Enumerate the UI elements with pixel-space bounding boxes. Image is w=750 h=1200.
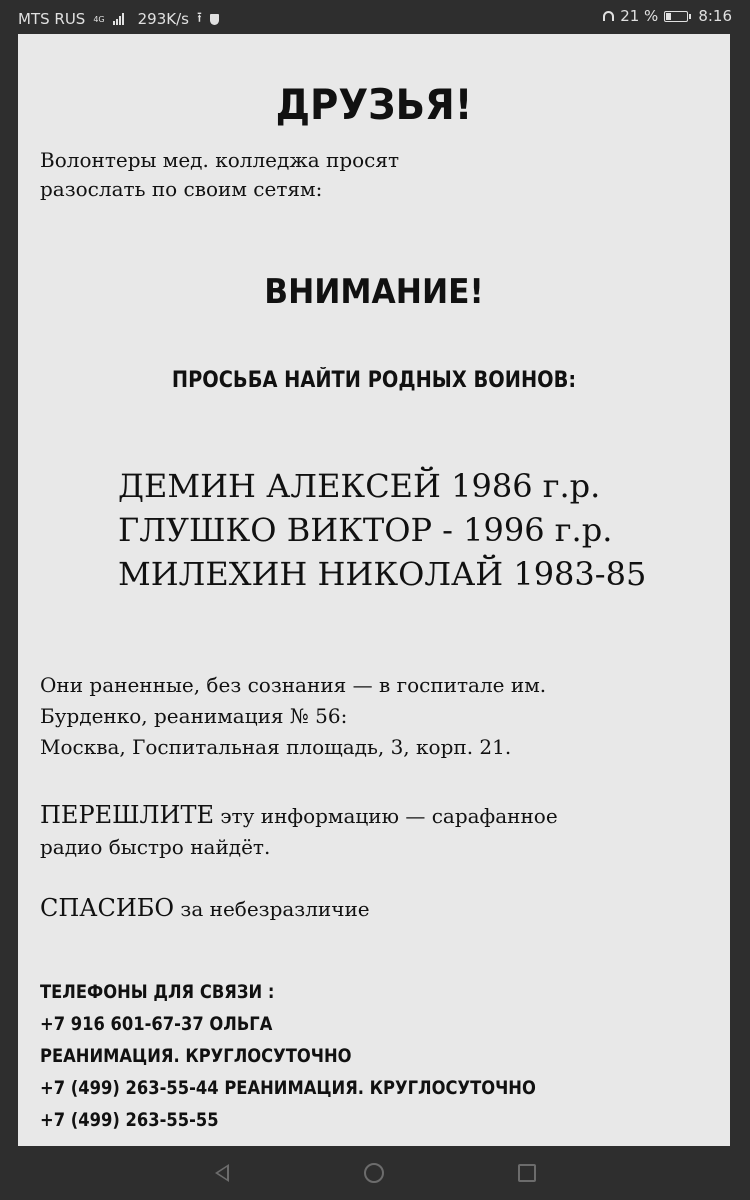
thanks-caps: СПАСИБО <box>40 894 175 922</box>
contact-line: ТЕЛЕФОНЫ ДЛЯ СВЯЗИ : <box>40 981 275 1003</box>
info-line: Москва, Госпитальная площадь, 3, корп. 21. <box>40 735 512 759</box>
contact-line: +7 916 601-67-37 ОЛЬГА <box>40 1013 273 1035</box>
hospital-info <box>40 670 546 763</box>
forward-text <box>40 800 558 863</box>
headset-icon <box>603 11 614 21</box>
info-line: Они раненные, без сознания — в госпитале им. <box>40 673 547 697</box>
poster-image <box>18 34 730 1146</box>
intro-line-2: разослать по своим сетям: <box>40 177 323 201</box>
name-line: ДЕМИН АЛЕКСЕЙ 1986 г.р. <box>118 467 601 505</box>
recent-apps-icon[interactable] <box>518 1164 536 1182</box>
upload-icon: ⭱ <box>196 10 202 26</box>
forward-line-2: радио быстро найдёт. <box>40 835 271 859</box>
forward-rest: эту информацию — сарафанное <box>214 804 558 828</box>
thanks-text <box>40 894 370 922</box>
contacts-block <box>40 976 536 1136</box>
request-heading: ПРОСЬБА НАЙТИ РОДНЫХ ВОИНОВ: <box>171 368 577 393</box>
status-bar <box>0 0 750 34</box>
home-icon[interactable] <box>364 1163 384 1183</box>
contact-line: +7 (499) 263-55-44 РЕАНИМАЦИЯ. КРУГЛОСУТОЧНО <box>40 1077 536 1099</box>
poster-title: ДРУЗЬЯ! <box>275 80 473 129</box>
signal-icon <box>113 13 124 25</box>
carrier-name: MTS RUS <box>18 10 86 28</box>
status-right <box>603 7 732 25</box>
forward-line-1 <box>40 800 558 832</box>
shield-icon <box>210 14 219 25</box>
soldier-names <box>118 464 646 596</box>
contact-line: +7 (499) 263-55-55 <box>40 1109 219 1131</box>
clock: 8:16 <box>698 7 732 25</box>
back-icon[interactable] <box>215 1164 229 1182</box>
intro-text <box>40 146 490 204</box>
name-line: МИЛЕХИН НИКОЛАЙ 1983-85 <box>118 555 647 593</box>
forward-caps: ПЕРЕШЛИТЕ <box>40 801 214 829</box>
status-left <box>18 7 219 31</box>
navigation-bar <box>0 1146 750 1200</box>
battery-percent: 21 % <box>620 7 659 25</box>
info-line: Бурденко, реанимация № 56: <box>40 704 348 728</box>
thanks-rest: за небезразличие <box>174 897 370 921</box>
contact-line: РЕАНИМАЦИЯ. КРУГЛОСУТОЧНО <box>40 1045 352 1067</box>
network-speed: 293K/s <box>137 10 189 28</box>
name-line: ГЛУШКО ВИКТОР - 1996 г.р. <box>118 511 613 549</box>
battery-icon <box>664 11 688 22</box>
attention-heading: ВНИМАНИЕ! <box>264 272 484 312</box>
network-type: 4G <box>93 14 105 24</box>
intro-line-1: Волонтеры мед. колледжа просят <box>40 148 400 172</box>
